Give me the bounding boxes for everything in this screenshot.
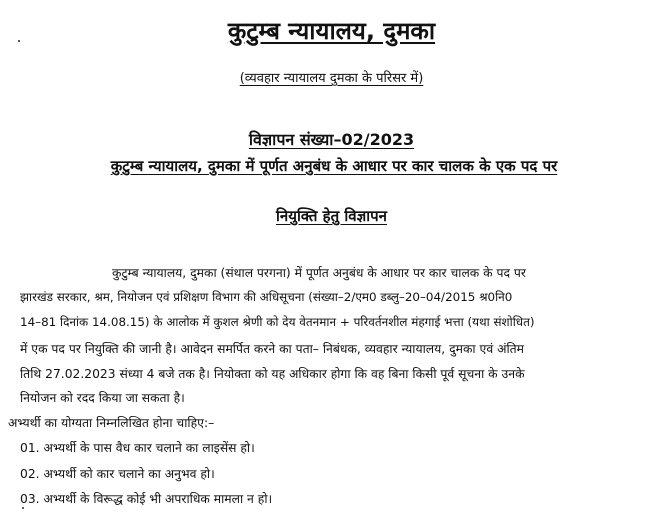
eligibility-item: 01. अभ्यर्थी के पास वैध कार चलाने का लाइसेंस हो। — [20, 441, 255, 455]
eligibility-item: 02. अभ्यर्थी को कार चलाने का अनुभव हो। — [20, 467, 215, 481]
body-line: झारखंड सरकार, श्रम, नियोजन एवं प्रशिक्षण विभाग की अधिसूचना (संख्या–2/एम0 डब्लु–20–04/2015 श्र0नि0 — [20, 290, 513, 304]
eligibility-heading: अभ्यर्थी का योग्यता निम्नलिखित होना चाहिए:– — [8, 416, 215, 430]
court-subtitle: (व्यवहार न्यायालय दुमका के परिसर में) — [239, 71, 424, 86]
advertisement-subject-line2: नियुक्ति हेतु विज्ञापन — [276, 207, 387, 225]
advertisement-subject-line1: कुटुम्ब न्यायालय, दुमका में पूर्णत अनुबंध के आधार पर कार चालक के एक पद पर — [110, 157, 558, 175]
scan-speck — [22, 507, 24, 509]
body-line: तिथि 27.02.2023 संध्या 4 बजे तक है। नियोक्ता को यह अधिकार होगा कि वह बिना किसी पूर्व सूचना के उनके — [20, 367, 525, 381]
advertisement-number: विज्ञापन संख्या–02/2023 — [248, 130, 415, 149]
court-title: कुटुम्ब न्यायालय, दुमका — [227, 17, 436, 45]
body-line: में एक पद पर नियुक्ति की जानी है। आवेदन समर्पित करने का पता– निबंधक, व्यवहार न्यायालय, दुमका एवं अंतिम — [20, 342, 525, 356]
body-line: कुटुम्ब न्यायालय, दुमका (संथाल परगना) में पूर्णत अनुबंध के आधार पर कार चालक के पद पर — [112, 266, 526, 280]
eligibility-item: 03. अभ्यर्थी के विरूद्ध कोई भी अपराधिक मामला न हो। — [20, 492, 273, 506]
body-line: नियोजन को रदद किया जा सकता है। — [20, 391, 185, 405]
body-line: 14–81 दिनांक 14.08.15) के आलोक में कुशल श्रेणी को देय वेतनमान + परिवर्तनशील मंहगाई भत्ता (यथा संशोधित) — [20, 315, 535, 329]
